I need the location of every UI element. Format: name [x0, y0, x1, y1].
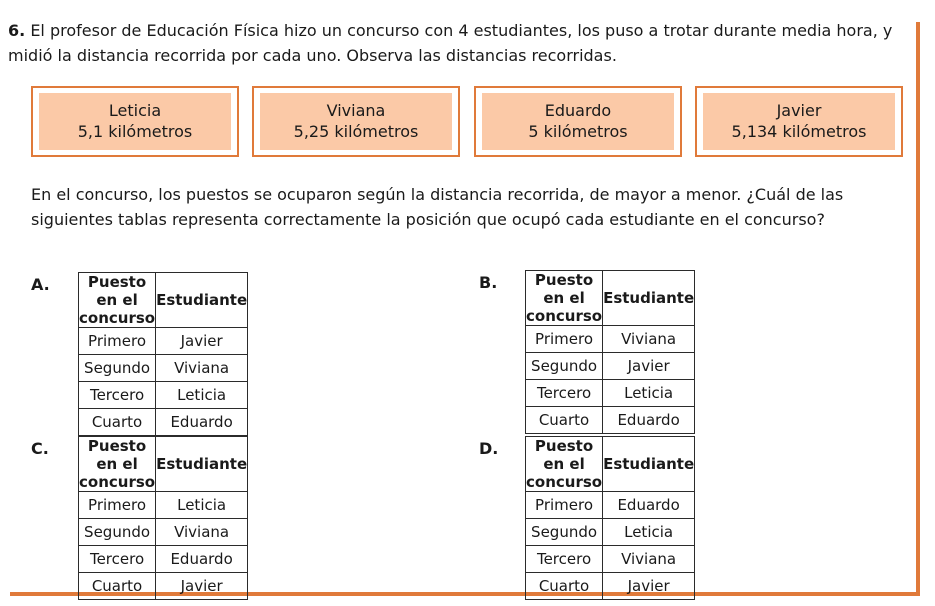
cell-position: Cuarto: [526, 407, 603, 434]
student-distance: 5 kilómetros: [528, 122, 628, 141]
table-row: [79, 546, 248, 573]
cell-student: Viviana: [156, 355, 248, 382]
student-card: [252, 86, 460, 157]
student-name: Leticia: [108, 101, 162, 120]
option-letter: A.: [31, 275, 50, 294]
cell-position: Primero: [526, 326, 603, 353]
prompt-text: En el concurso, los puestos se ocuparon según la distancia recorrida, de mayor a menor. ¿Cuál de las siguientes tablas representa correctamente la posición que ocupó cada estudiante en el concurso?: [31, 185, 844, 229]
cell-student: Eduardo: [156, 546, 248, 573]
cell-student: Javier: [156, 328, 248, 355]
cell-student: Javier: [156, 573, 248, 600]
cell-position: Primero: [526, 492, 603, 519]
cell-student: Javier: [603, 573, 695, 600]
option-letter: C.: [31, 439, 49, 458]
option-table: [78, 272, 248, 436]
table-row: [526, 353, 695, 380]
question-text: El profesor de Educación Física hizo un concurso con 4 estudiantes, los puso a trotar durante media hora, y midió la distancia recorrida por cada uno. Observa las distancias recorridas.: [8, 21, 893, 65]
table-row: [526, 573, 695, 600]
cell-position: Segundo: [79, 519, 156, 546]
header-student: Estudiante: [156, 437, 248, 492]
header-position: Puesto en el concurso: [79, 437, 156, 491]
cell-student: Viviana: [156, 519, 248, 546]
cell-position: Segundo: [526, 353, 603, 380]
student-name: Javier: [776, 101, 822, 120]
question-number: 6.: [8, 21, 26, 40]
cell-position: Cuarto: [79, 573, 156, 600]
table-row: [79, 492, 248, 519]
table-row: [79, 409, 248, 436]
cell-student: Leticia: [603, 519, 695, 546]
table-row: [79, 328, 248, 355]
header-student: Estudiante: [603, 271, 695, 326]
header-student: Estudiante: [156, 273, 248, 328]
student-distance: 5,134 kilómetros: [731, 122, 867, 141]
table-row: [526, 546, 695, 573]
student-distance: 5,25 kilómetros: [293, 122, 419, 141]
table-row: [526, 492, 695, 519]
cell-student: Leticia: [156, 492, 248, 519]
table-row: [79, 573, 248, 600]
question: [8, 18, 908, 68]
header-position: Puesto en el concurso: [526, 437, 603, 491]
student-card: [695, 86, 903, 157]
cell-position: Cuarto: [526, 573, 603, 600]
cell-position: Primero: [79, 492, 156, 519]
cell-position: Tercero: [79, 382, 156, 409]
page-frame-right: [916, 22, 920, 596]
student-distance: 5,1 kilómetros: [77, 122, 193, 141]
header-position: Puesto en el concurso: [526, 271, 603, 325]
cell-student: Javier: [603, 353, 695, 380]
option-letter: B.: [479, 273, 498, 292]
student-card: [31, 86, 239, 157]
student-name: Eduardo: [544, 101, 612, 120]
cell-student: Eduardo: [603, 492, 695, 519]
cell-position: Cuarto: [79, 409, 156, 436]
table-row: [526, 407, 695, 434]
cell-student: Leticia: [603, 380, 695, 407]
table-row: [526, 380, 695, 407]
cell-position: Tercero: [526, 546, 603, 573]
table-row: [79, 519, 248, 546]
cell-student: Viviana: [603, 326, 695, 353]
cell-position: Tercero: [79, 546, 156, 573]
cell-position: Segundo: [79, 355, 156, 382]
header-position: Puesto en el concurso: [79, 273, 156, 327]
student-name: Viviana: [326, 101, 386, 120]
option-letter: D.: [479, 439, 499, 458]
option-table: [525, 436, 695, 600]
cell-position: Tercero: [526, 380, 603, 407]
table-row: [526, 519, 695, 546]
cell-student: Eduardo: [603, 407, 695, 434]
cell-position: Primero: [79, 328, 156, 355]
student-card: [474, 86, 682, 157]
cell-student: Leticia: [156, 382, 248, 409]
table-row: [79, 355, 248, 382]
cell-position: Segundo: [526, 519, 603, 546]
student-cards: [31, 86, 905, 158]
option-table: [525, 270, 695, 434]
header-student: Estudiante: [603, 437, 695, 492]
table-row: [79, 382, 248, 409]
option-table: [78, 436, 248, 600]
table-row: [526, 326, 695, 353]
cell-student: Viviana: [603, 546, 695, 573]
cell-student: Eduardo: [156, 409, 248, 436]
